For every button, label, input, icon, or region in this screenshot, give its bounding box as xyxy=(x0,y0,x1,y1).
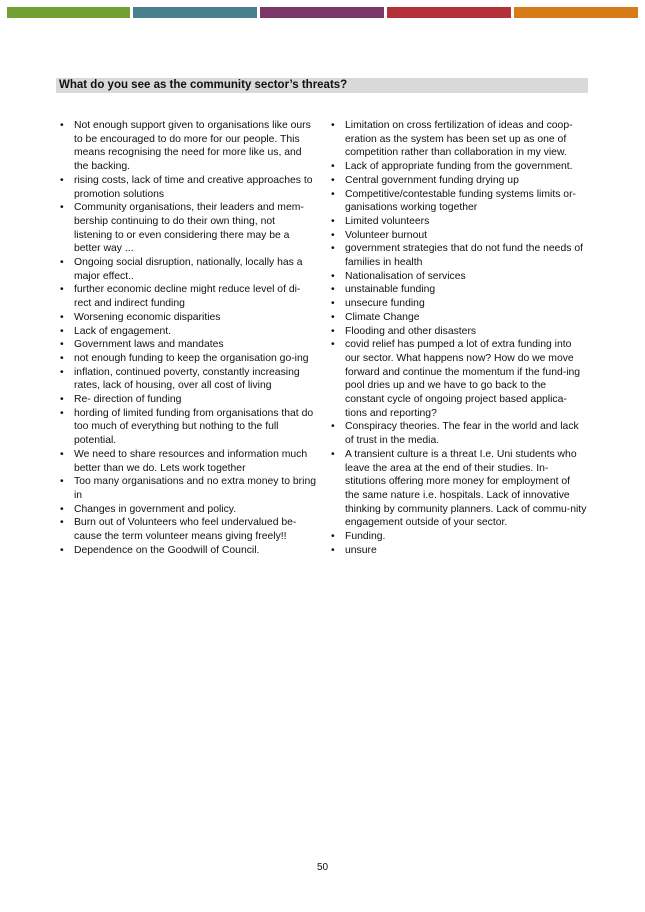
bullet-icon: • xyxy=(331,174,335,186)
bullet-icon: • xyxy=(331,448,335,460)
list-item xyxy=(60,325,316,339)
list-item xyxy=(60,174,316,201)
list-item-text: not enough funding to keep the organisation go-ing xyxy=(74,352,309,364)
list-item xyxy=(60,503,316,517)
list-item-text: Ongoing social disruption, nationally, locally has a major effect.. xyxy=(74,257,303,282)
color-band-segment-purple xyxy=(260,7,384,18)
list-item xyxy=(331,311,587,325)
list-item xyxy=(60,448,316,475)
bullet-icon: • xyxy=(60,284,64,296)
list-item-text: Changes in government and policy. xyxy=(74,503,237,515)
list-item xyxy=(60,119,316,174)
list-item xyxy=(331,530,587,544)
list-item-text: Re- direction of funding xyxy=(74,394,182,406)
bullet-icon: • xyxy=(331,188,335,200)
bullet-icon: • xyxy=(60,407,64,419)
list-item-text: Too many organisations and no extra money to bring in xyxy=(74,476,317,501)
bullet-icon: • xyxy=(331,339,335,351)
list-item xyxy=(331,229,587,243)
threats-list-right-column xyxy=(331,119,587,558)
list-item-text: government strategies that do not fund the needs of families in health xyxy=(345,243,583,269)
bullet-icon: • xyxy=(60,120,64,131)
bullet-icon: • xyxy=(331,311,335,323)
bullet-icon: • xyxy=(60,311,64,323)
list-item-text: Volunteer burnout xyxy=(345,229,428,241)
section-heading: What do you see as the community sector’s threats? xyxy=(56,78,588,93)
list-item xyxy=(60,475,316,502)
threats-list-left-column xyxy=(60,119,316,558)
list-item-text: covid relief has pumped a lot of extra funding into our sector. What happens now? How do we move forward and continue the momentum if the fund-ing pool dries up and we have to go back to the constant cycle of ongoing project based applica-tions and reporting? xyxy=(345,339,581,419)
list-item xyxy=(331,270,587,284)
list-item-text: further economic decline might reduce level of di-rect and indirect funding xyxy=(74,284,301,310)
list-item-text: Dependence on the Goodwill of Council. xyxy=(74,544,260,556)
bullet-icon: • xyxy=(331,298,335,310)
list-item-text: Lack of engagement. xyxy=(74,325,172,337)
bullet-icon: • xyxy=(60,476,64,488)
list-item xyxy=(60,338,316,352)
bullet-icon: • xyxy=(331,544,335,556)
list-item-text: Burn out of Volunteers who feel undervalued be-cause the term volunteer means giving freely!! xyxy=(74,517,297,543)
list-item-text: Nationalisation of services xyxy=(345,270,466,282)
list-item-text: Community organisations, their leaders and mem-bership continuing to do their own thing, not listening to or even considering there may be a better way ... xyxy=(74,202,304,255)
bullet-icon: • xyxy=(60,503,64,515)
bullet-icon: • xyxy=(60,257,64,269)
list-item-text: unstainable funding xyxy=(345,284,436,296)
bullet-icon: • xyxy=(60,544,64,556)
color-band-segment-green xyxy=(7,7,130,18)
list-item xyxy=(60,256,316,283)
list-item xyxy=(331,338,587,420)
bullet-icon: • xyxy=(60,366,64,378)
bullet-icon: • xyxy=(60,352,64,364)
list-item-text: Flooding and other disasters xyxy=(345,325,477,337)
list-item-text: rising costs, lack of time and creative approaches to promotion solutions xyxy=(74,174,313,200)
page-number: 50 xyxy=(316,862,329,873)
bullet-icon: • xyxy=(60,517,64,529)
list-item-text: Government laws and mandates xyxy=(74,339,224,351)
list-item-text: Worsening economic disparities xyxy=(74,311,221,323)
list-item xyxy=(60,352,316,366)
list-item xyxy=(331,215,587,229)
list-item xyxy=(331,174,587,188)
list-item xyxy=(60,516,316,543)
bullet-icon: • xyxy=(60,448,64,460)
list-item-text: We need to share resources and information much better than we do. Lets work together xyxy=(74,448,308,474)
list-item-text: Limited volunteers xyxy=(345,215,430,227)
list-item xyxy=(331,242,587,269)
list-item xyxy=(60,544,316,558)
list-item-text: inflation, continued poverty, constantly increasing rates, lack of housing, over all cost of living xyxy=(74,366,300,392)
list-item xyxy=(331,420,587,447)
list-item-text: hording of limited funding from organisations that do too much of everything but nothing to the full potential. xyxy=(74,407,314,447)
bullet-icon: • xyxy=(331,229,335,241)
list-item xyxy=(331,283,587,297)
list-item xyxy=(331,448,587,530)
list-item xyxy=(60,283,316,310)
color-band-segment-teal xyxy=(133,7,257,18)
list-item-text: Lack of appropriate funding from the government. xyxy=(345,161,573,173)
bullet-icon: • xyxy=(60,325,64,337)
list-item xyxy=(60,201,316,256)
list-item xyxy=(60,311,316,325)
list-item-text: Conspiracy theories. The fear in the world and lack of trust in the media. xyxy=(345,421,579,447)
list-item xyxy=(331,160,587,174)
bullet-icon: • xyxy=(60,174,64,186)
bullet-icon: • xyxy=(331,284,335,296)
list-item-text: Not enough support given to organisations like ours to be encouraged to do more for our people. This means recognising the need for more like us, and the backing. xyxy=(74,120,311,173)
color-band xyxy=(7,7,638,18)
list-item-text: Competitive/contestable funding systems limits or-ganisations working together xyxy=(345,188,576,214)
list-item xyxy=(331,544,587,558)
list-item-text: Limitation on cross fertilization of ideas and coop-eration as the system has been set up as one of competition rather than collaboration in my view. xyxy=(345,120,573,159)
color-band-segment-orange xyxy=(514,7,638,18)
list-item xyxy=(60,366,316,393)
color-band-segment-red xyxy=(387,7,511,18)
list-item-text: A transient culture is a threat I.e. Uni students who leave the area at the end of their studies. In-stitutions offering more money for employment of the same nature i.e. hospitals. Lack of innovative thinking by community planners. Lack of commu-nity engagement outside of your sector. xyxy=(345,448,587,529)
list-item-text: Central government funding drying up xyxy=(345,174,519,186)
bullet-icon: • xyxy=(331,325,335,337)
bullet-icon: • xyxy=(60,339,64,351)
bullet-icon: • xyxy=(331,531,335,543)
list-item-text: Funding. xyxy=(345,531,386,543)
list-item xyxy=(331,188,587,215)
list-item xyxy=(331,325,587,339)
bullet-icon: • xyxy=(331,270,335,282)
bullet-icon: • xyxy=(331,243,335,255)
bullet-icon: • xyxy=(331,421,335,433)
list-item xyxy=(60,393,316,407)
list-item-text: unsecure funding xyxy=(345,298,425,310)
bullet-icon: • xyxy=(331,120,335,131)
bullet-icon: • xyxy=(331,161,335,173)
bullet-icon: • xyxy=(331,215,335,227)
bullet-icon: • xyxy=(60,394,64,406)
list-item-text: Climate Change xyxy=(345,311,420,323)
list-item xyxy=(60,407,316,448)
list-item xyxy=(331,119,587,160)
list-item-text: unsure xyxy=(345,544,377,556)
list-item xyxy=(331,297,587,311)
bullet-icon: • xyxy=(60,202,64,214)
